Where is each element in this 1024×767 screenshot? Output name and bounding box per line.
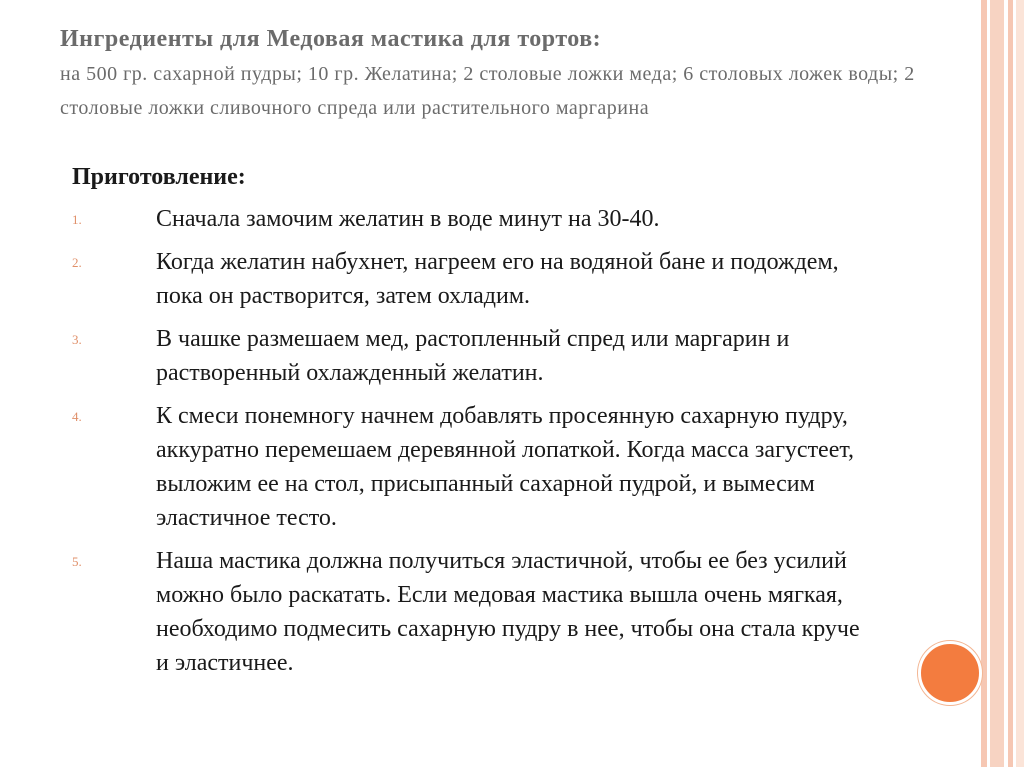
step-text: Сначала замочим желатин в воде минут на 30-40. [156,206,660,232]
step-text: К смеси понемногу начнем добавлять просеянную сахарную пудру, аккуратно перемешаем деревянной лопаткой. Когда масса загустеет, выложим ее на стол, присыпанный сахарной пудрой, и вымесим эластичное тесто. [156,403,855,531]
step-number: 2. [72,255,82,270]
list-item [72,245,872,313]
title-heading: Ингредиенты для Медовая мастика для тортов: [60,26,602,52]
slide-title [60,22,960,125]
decorative-stripe [1008,0,1013,767]
title-ingredients: на 500 гр. сахарной пудры; 10 гр. Желатина; 2 столовые ложки меда; 6 столовых ложек воды; 2 столовые ложки сливочного спреда или растительного маргарина [60,63,915,119]
list-item [72,544,872,680]
step-number: 5. [72,554,82,569]
step-text: Когда желатин набухнет, нагреем его на водяной бане и подождем, пока он растворится, затем охладим. [156,249,839,309]
step-text: В чашке размешаем мед, растопленный спред или маргарин и растворенный охлажденный желатин. [156,326,790,386]
step-number: 3. [72,332,82,347]
step-number: 4. [72,409,82,424]
step-number: 1. [72,212,82,227]
step-text: Наша мастика должна получиться эластичной, чтобы ее без усилий можно было раскатать. Если медовая мастика вышла очень мягкая, необходимо подмесить сахарную пудру в нее, чтобы она стала круче и эластичнее. [156,548,860,676]
preparation-heading: Приготовление: [72,164,246,190]
decorative-stripe [990,0,1004,767]
decorative-stripe [981,0,987,767]
decorative-circle [918,641,982,705]
preparation-section [72,162,872,689]
list-item [72,202,872,236]
list-item [72,322,872,390]
steps-list [72,202,872,680]
decorative-stripe [1016,0,1024,767]
list-item [72,399,872,535]
